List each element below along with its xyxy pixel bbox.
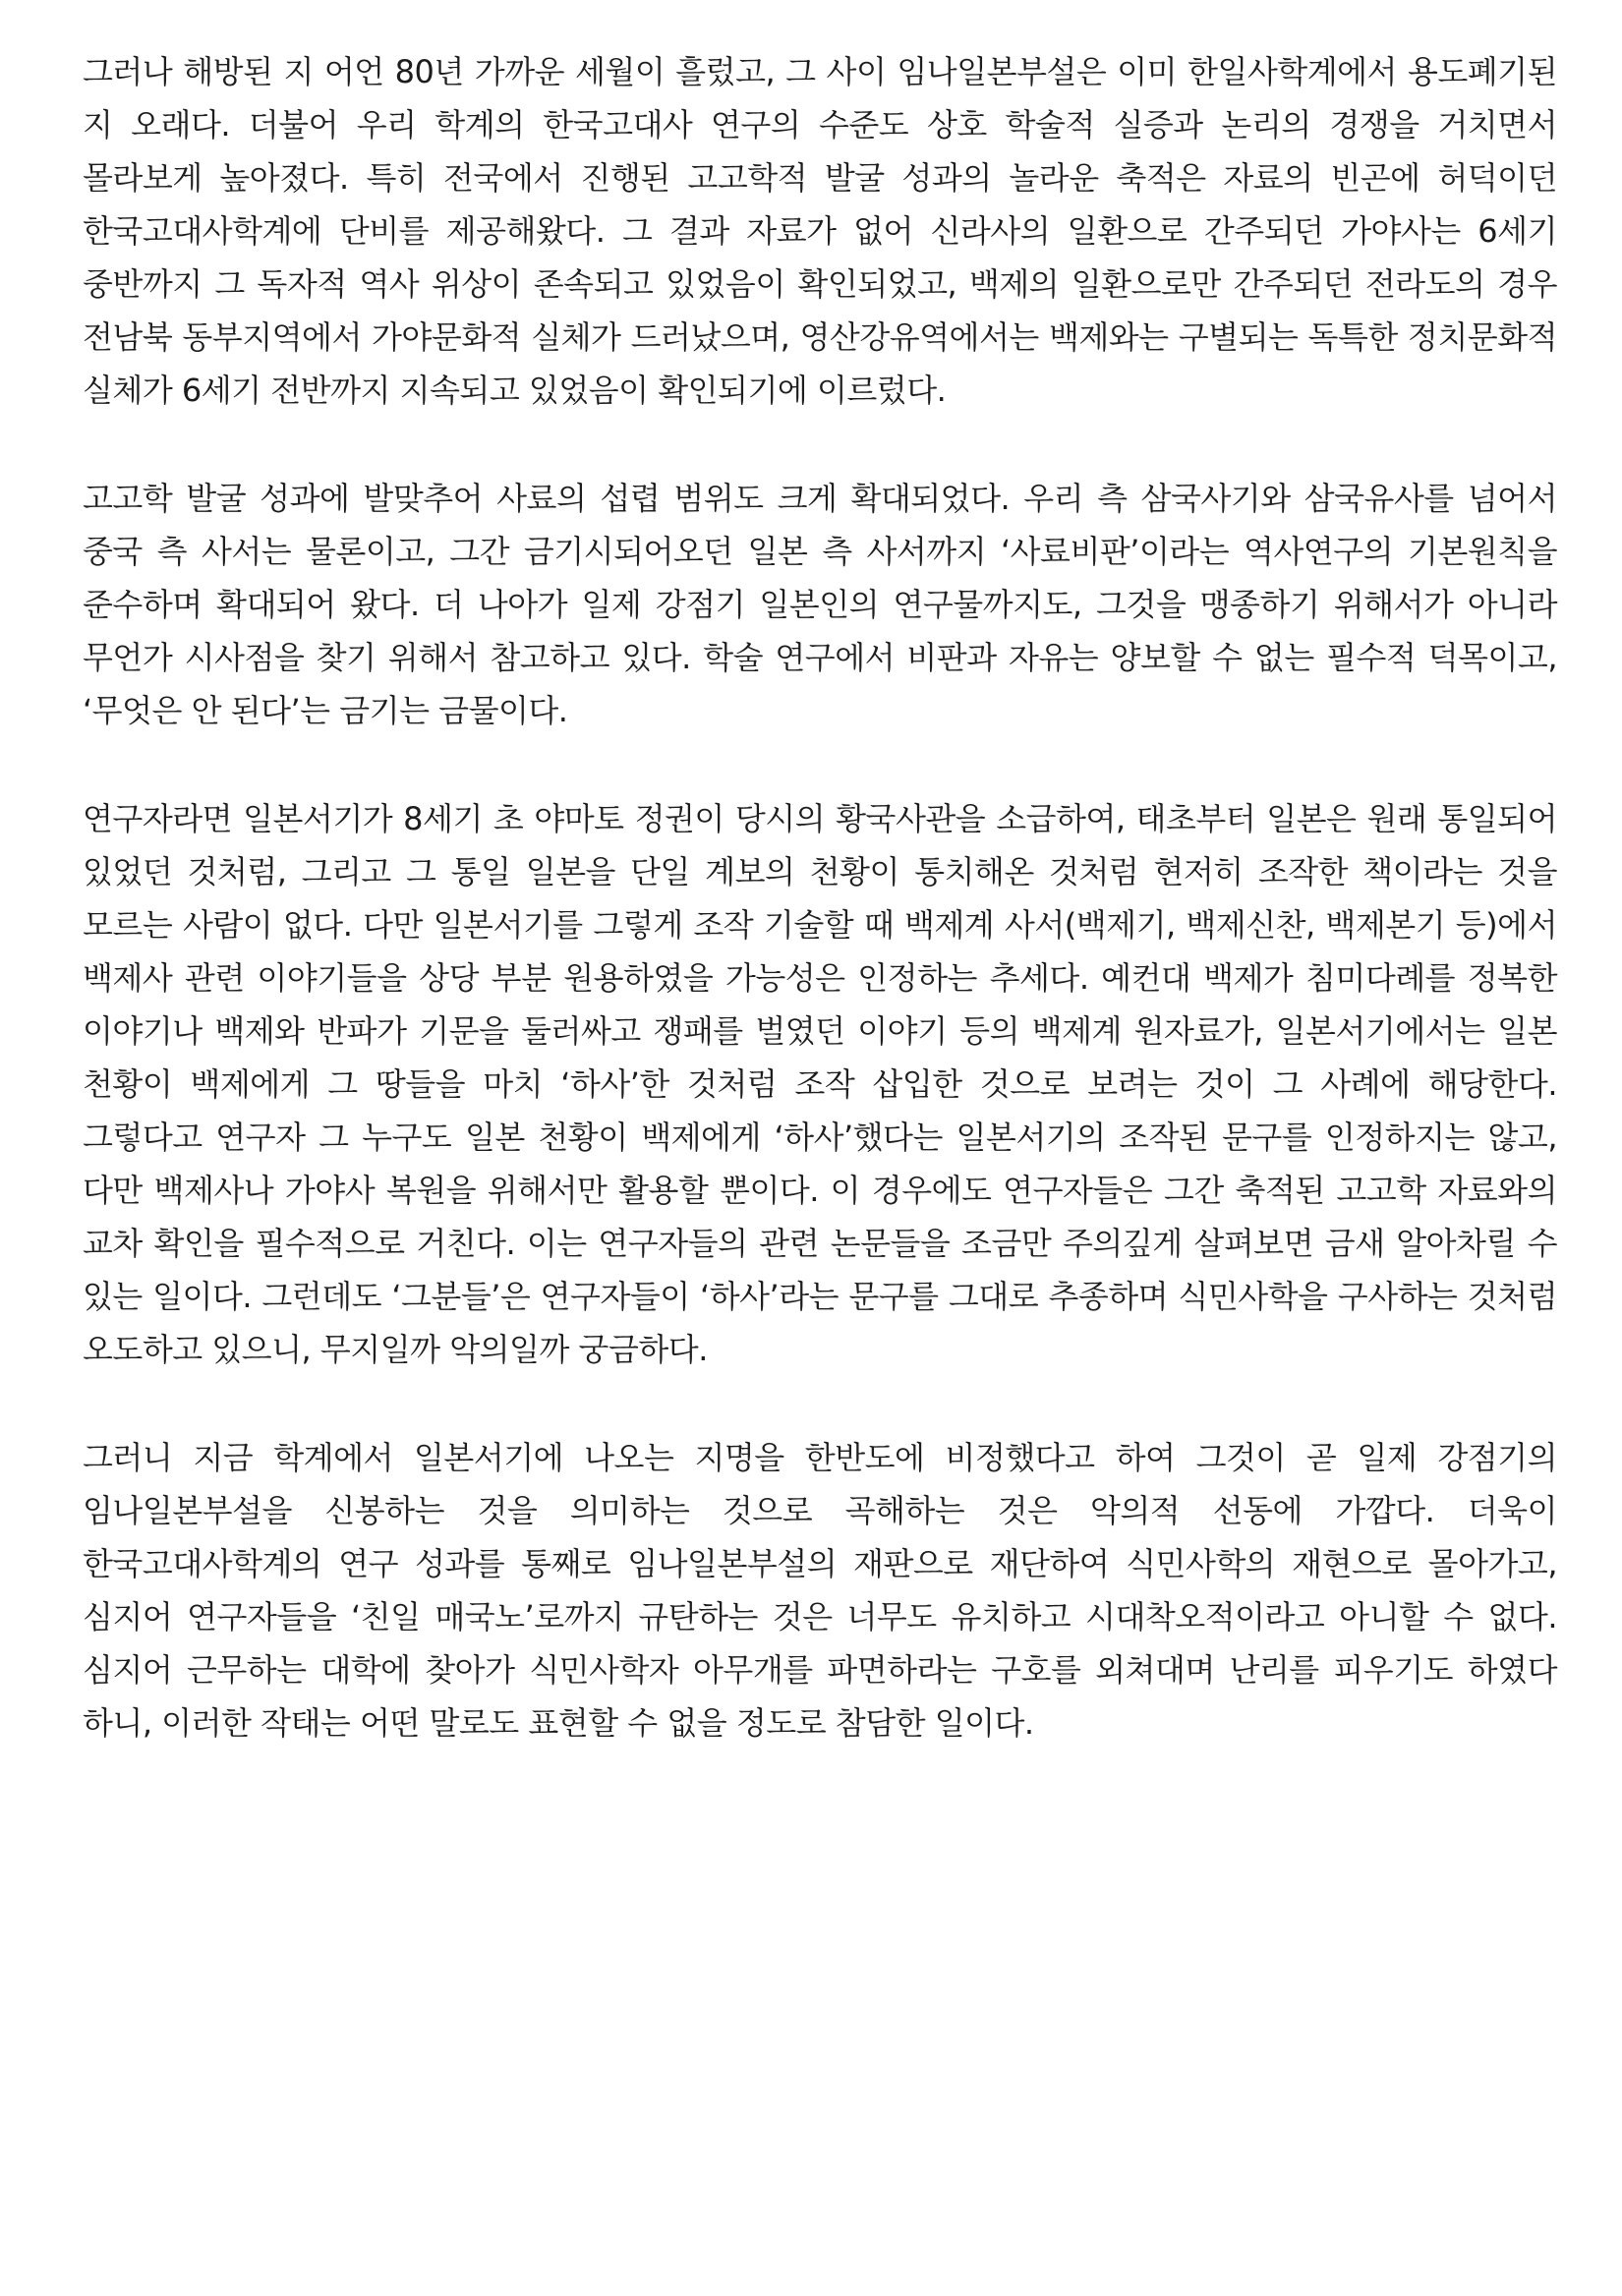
document-body [83, 45, 1557, 1750]
paragraph-2: 고고학 발굴 성과에 발맞추어 사료의 섭렵 범위도 크게 확대되었다. 우리 측 삼국사기와 삼국유사를 넘어서 중국 측 사서는 물론이고, 그간 금기시되어오던 일본 측 사서까지 ‘사료비판’이라는 역사연구의 기본원칙을 준수하며 확대되어 왔다. 더 나아가 일제 강점기 일본인의 연구물까지도, 그것을 맹종하기 위해서가 아니라 무언가 시사점을 찾기 위해서 참고하고 있다. 학술 연구에서 비판과 자유는 양보할 수 없는 필수적 덕목이고, ‘무엇은 안 된다’는 금기는 금물이다. [83, 480, 1558, 729]
paragraph-1: 그러나 해방된 지 어언 80년 가까운 세월이 흘렀고, 그 사이 임나일본부설은 이미 한일사학계에서 용도폐기된 지 오래다. 더불어 우리 학계의 한국고대사 연구의 수준도 상호 학술적 실증과 논리의 경쟁을 거치면서 몰라보게 높아졌다. 특히 전국에서 진행된 고고학적 발굴 성과의 놀라운 축적은 자료의 빈곤에 허덕이던 한국고대사학계에 단비를 제공해왔다. 그 결과 자료가 없어 신라사의 일환으로 간주되던 가야사는 6세기 중반까지 그 독자적 역사 위상이 존속되고 있었음이 확인되었고, 백제의 일환으로만 간주되던 전라도의 경우 전남북 동부지역에서 가야문화적 실체가 드러났으며, 영산강유역에서는 백제와는 구별되는 독특한 정치문화적 실체가 6세기 전반까지 지속되고 있었음이 확인되기에 이르렀다. [83, 53, 1557, 409]
paragraph-3: 연구자라면 일본서기가 8세기 초 야마토 정권이 당시의 황국사관을 소급하여, 태초부터 일본은 원래 통일되어 있었던 것처럼, 그리고 그 통일 일본을 단일 계보의 천황이 통치해온 것처럼 현저히 조작한 책이라는 것을 모르는 사람이 없다. 다만 일본서기를 그렇게 조작 기술할 때 백제계 사서(백제기, 백제신찬, 백제본기 등)에서 백제사 관련 이야기들을 상당 부분 원용하였을 가능성은 인정하는 추세다. 예컨대 백제가 침미다례를 정복한 이야기나 백제와 반파가 기문을 둘러싸고 쟁패를 벌였던 이야기 등의 백제계 원자료가, 일본서기에서는 일본 천황이 백제에게 그 땅들을 마치 ‘하사’한 것처럼 조작 삽입한 것으로 보려는 것이 그 사례에 해당한다. 그렇다고 연구자 그 누구도 일본 천황이 백제에게 ‘하사’했다는 일본서기의 조작된 문구를 인정하지는 않고, 다만 백제사나 가야사 복원을 위해서만 활용할 뿐이다. 이 경우에도 연구자들은 그간 축적된 고고학 자료와의 교차 확인을 필수적으로 거친다. 이는 연구자들의 관련 논문들을 조금만 주의깊게 살펴보면 금새 알아차릴 수 있는 일이다. 그런데도 ‘그분들’은 연구자들이 ‘하사’라는 문구를 그대로 추종하며 식민사학을 구사하는 것처럼 오도하고 있으니, 무지일까 악의일까 궁금하다. [83, 800, 1557, 1368]
paragraph-4: 그러니 지금 학계에서 일본서기에 나오는 지명을 한반도에 비정했다고 하여 그것이 곧 일제 강점기의 임나일본부설을 신봉하는 것을 의미하는 것으로 곡해하는 것은 악의적 선동에 가깝다. 더욱이 한국고대사학계의 연구 성과를 통째로 임나일본부설의 재판으로 재단하여 식민사학의 재현으로 몰아가고, 심지어 연구자들을 ‘친일 매국노’로까지 규탄하는 것은 너무도 유치하고 시대착오적이라고 아니할 수 없다. 심지어 근무하는 대학에 찾아가 식민사학자 아무개를 파면하라는 구호를 외쳐대며 난리를 피우기도 하였다 하니, 이러한 작태는 어떤 말로도 표현할 수 없을 정도로 참담한 일이다. [83, 1439, 1557, 1742]
